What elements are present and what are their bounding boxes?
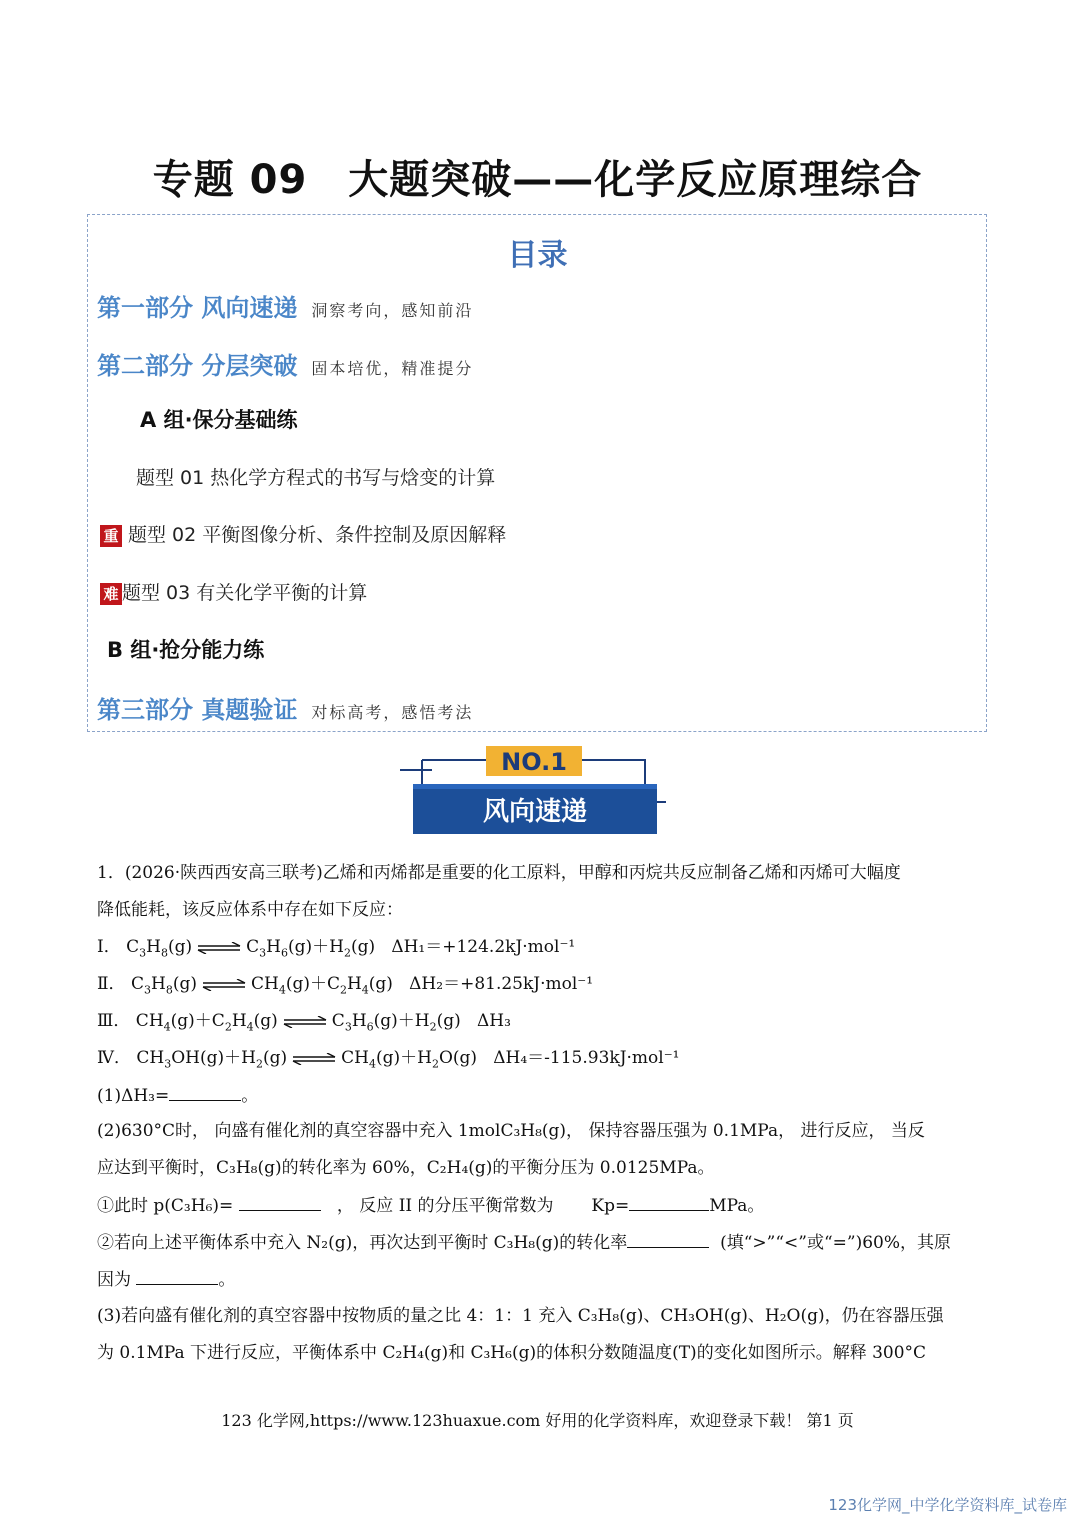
reaction-3: Ⅲ． $CH_4(g)+C_2H_4(g)$ $C_3H_6(g)+H_2(g)$ ΔH₃	[97, 1011, 511, 1034]
reaction-1-number: Ⅰ．	[97, 937, 121, 957]
question-2-part-2-a: ②若向上述平衡体系中充入 N₂(g)，再次达到平衡时 C₃H₈(g)的转化率	[97, 1233, 628, 1253]
reaction-2: Ⅱ． $C_3H_8(g)$ $CH_4(g)+C_2H_4(g)$ ΔH₂＝+81.25kJ·mol⁻¹	[97, 974, 594, 997]
reaction-4-number: Ⅳ．	[97, 1048, 131, 1068]
toc-part-2-name: 第二部分 分层突破	[97, 352, 298, 380]
reaction-1-enthalpy: ΔH₁＝+124.2kJ·mol⁻¹	[391, 937, 576, 957]
watermark: 123化学网_中学化学资料库_试卷库	[828, 1496, 1067, 1514]
toc-part-2[interactable]	[97, 346, 473, 381]
answer-blank[interactable]	[169, 1084, 241, 1101]
question-2-part-2-b: (填“>”“<”或“=”)60%，其原	[720, 1233, 952, 1253]
question-2-line-2: 应达到平衡时，C₃H₈(g)的转化率为 60%，C₂H₄(g)的平衡分压为 0.0125MPa。	[97, 1158, 715, 1178]
question-3-line-2: 为 0.1MPa 下进行反应，平衡体系中 C₂H₄(g)和 C₃H₆(g)的体积分数随温度(T)的变化如图所示。解释 300°C	[97, 1343, 927, 1363]
toc-type-02[interactable]	[100, 520, 506, 547]
reaction-3-enthalpy: ΔH₃	[476, 1011, 511, 1031]
hard-badge-icon: 难	[100, 583, 122, 605]
answer-blank[interactable]	[627, 1231, 709, 1248]
key-badge-icon: 重	[100, 525, 122, 547]
section-banner	[400, 742, 670, 837]
reaction-2-enthalpy: ΔH₂＝+81.25kJ·mol⁻¹	[409, 974, 594, 994]
toc-part-2-sub: 固本培优，精准提分	[311, 359, 474, 378]
question-2-part-1-a: ①此时 p(C₃H₆)=	[97, 1196, 234, 1216]
toc-part-1-name: 第一部分 风向速递	[97, 294, 298, 322]
banner-label: 风向速递	[482, 797, 588, 827]
question-2-reason-label: 因为	[97, 1270, 131, 1290]
banner-no: NO.1	[501, 748, 567, 776]
question-2-part-1	[97, 1194, 764, 1217]
reaction-4-enthalpy: ΔH₄＝-115.93kJ·mol⁻¹	[493, 1048, 680, 1068]
reaction-4: Ⅳ． $CH_3OH(g)+H_2(g)$ $CH_4(g)+H_2O(g)$ ΔH₄＝-115.93kJ·mol⁻¹	[97, 1048, 680, 1071]
toc-part-1-sub: 洞察考向，感知前沿	[311, 301, 474, 320]
question-1: (1)ΔH₃= 。	[97, 1086, 259, 1106]
toc-group-a[interactable]: A 组·保分基础练	[140, 408, 298, 432]
reaction-3-number: Ⅲ．	[97, 1011, 131, 1031]
toc-type-02-label: 题型 02 平衡图像分析、条件控制及原因解释	[128, 524, 507, 546]
question-2-line-1: (2)630°C时， 向盛有催化剂的真空容器中充入 1molC₃H₈(g)， 保持容器压强为 0.1MPa， 进行反应， 当反	[97, 1121, 925, 1141]
page-title: 专题 09 大题突破——化学反应原理综合	[152, 157, 923, 203]
equilibrium-arrow-icon	[196, 942, 242, 954]
toc-type-01[interactable]	[136, 463, 495, 490]
question-2-part-1-d: MPa。	[709, 1196, 765, 1216]
reaction-1: Ⅰ． $C_3H_8(g)$ $C_3H_6(g)+H_2(g)$ ΔH₁＝+124.2kJ·mol⁻¹	[97, 937, 576, 960]
question-3-line-1: (3)若向盛有催化剂的真空容器中按物质的量之比 4：1：1 充入 C₃H₈(g)、CH₃OH(g)、H₂O(g)，仍在容器压强	[97, 1306, 944, 1326]
equilibrium-arrow-icon	[201, 979, 247, 991]
question-2-part-2-reason: 因为 。	[97, 1270, 236, 1290]
equilibrium-arrow-icon	[282, 1016, 328, 1028]
toc-heading: 目录	[507, 238, 568, 273]
toc-group-b[interactable]: B 组·抢分能力练	[107, 638, 265, 662]
toc-part-3-sub: 对标高考，感悟考法	[311, 703, 474, 722]
toc-part-3-name: 第三部分 真题验证	[97, 696, 298, 724]
question-intro-1: 1．(2026·陕西西安高三联考)乙烯和丙烯都是重要的化工原料，甲醇和丙烷共反应制备乙烯和丙烯可大幅度	[97, 863, 901, 883]
toc-part-1[interactable]	[97, 288, 473, 323]
toc-type-03[interactable]	[100, 578, 367, 605]
question-intro-2: 降低能耗，该反应体系中存在如下反应：	[97, 900, 403, 920]
equilibrium-arrow-icon	[291, 1053, 337, 1065]
answer-blank[interactable]	[239, 1194, 321, 1211]
toc-type-01-label: 题型 01 热化学方程式的书写与焓变的计算	[136, 467, 496, 489]
answer-blank[interactable]	[136, 1268, 218, 1285]
question-2-part-1-c: Kp=	[591, 1196, 630, 1216]
question-1-text: (1)ΔH₃=	[97, 1086, 170, 1106]
reaction-2-number: Ⅱ．	[97, 974, 126, 994]
page-footer: 123 化学网,https://www.123huaxue.com 好用的化学资料库，欢迎登录下载！ 第1 页	[221, 1411, 854, 1430]
question-2-part-2	[97, 1231, 951, 1254]
answer-blank[interactable]	[629, 1194, 709, 1211]
toc-part-3[interactable]	[97, 690, 473, 725]
question-2-part-1-b: ， 反应 II 的分压平衡常数为	[336, 1196, 554, 1216]
toc-type-03-label: 题型 03 有关化学平衡的计算	[122, 582, 368, 604]
